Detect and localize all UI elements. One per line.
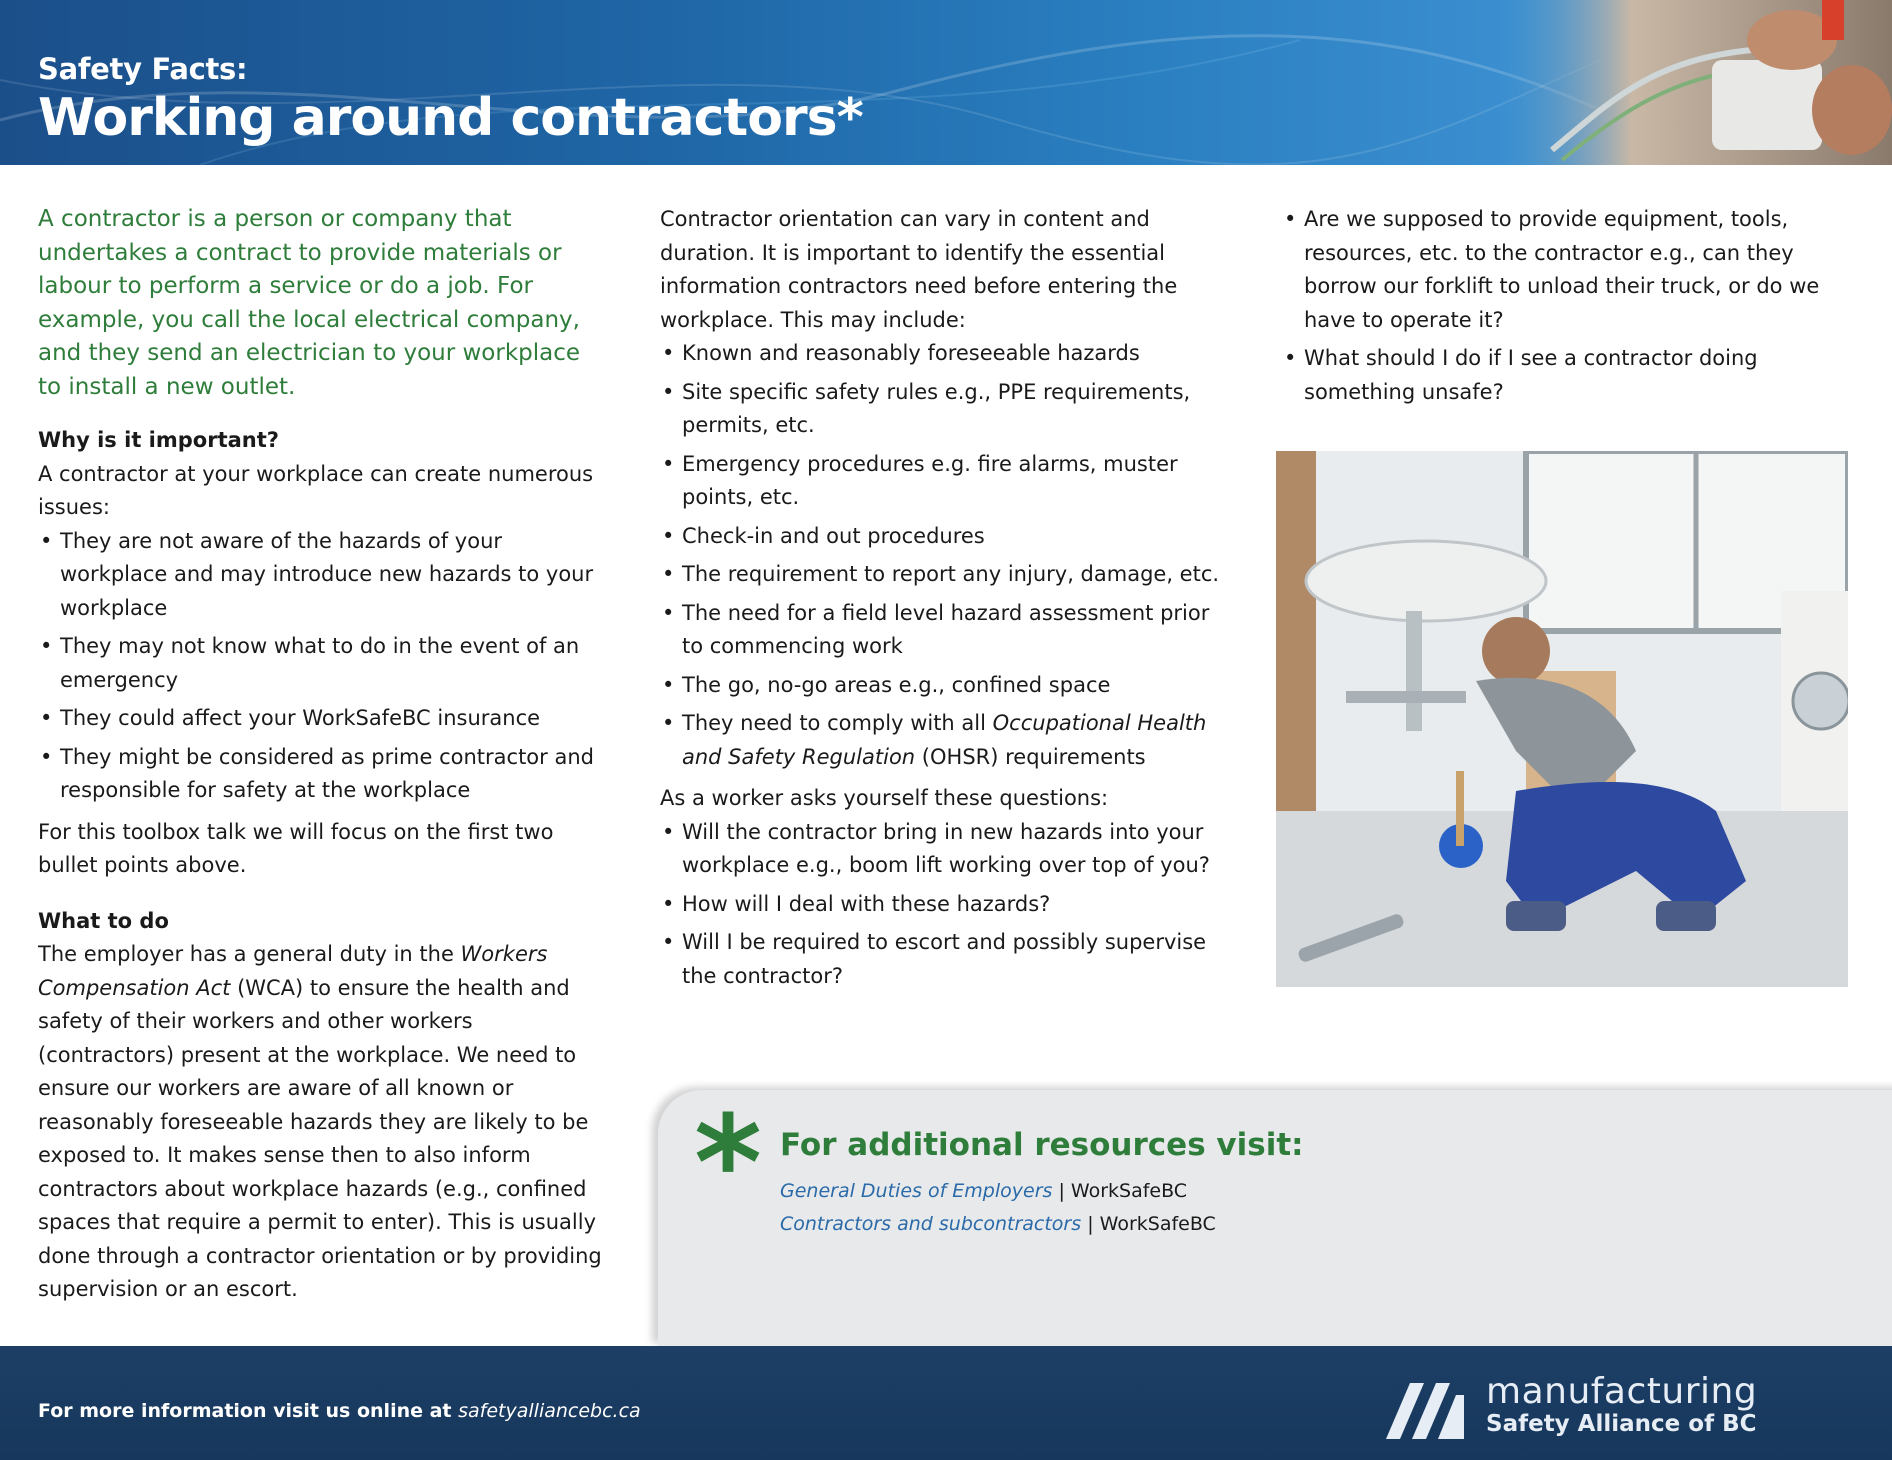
list-item: • Will the contractor bring in new hazards into your workplace e.g., boom lift working over top of you? xyxy=(660,816,1230,883)
orientation-list xyxy=(660,337,1230,774)
asterisk-icon: * xyxy=(694,1087,762,1239)
ohsr-title: Occupational Health and Safety Regulation xyxy=(682,711,1207,769)
link-contractors[interactable]: Contractors and subcontractors xyxy=(780,1213,1082,1235)
list-item: • They need to comply with all Occupational Health and Safety Regulation (OHSR) requirements xyxy=(660,707,1230,774)
list-item: • They could affect your WorkSafeBC insurance xyxy=(38,702,608,736)
focus-note: For this toolbox talk we will focus on the first two bullet points above. xyxy=(38,819,554,877)
resources-panel xyxy=(658,1087,1892,1346)
list-item: • Site specific safety rules e.g., PPE requirements, permits, etc. xyxy=(660,376,1230,443)
logo-m-icon xyxy=(1386,1381,1470,1441)
why-list xyxy=(38,525,608,808)
list-item: • What should I do if I see a contractor doing something unsafe? xyxy=(1282,342,1842,409)
resource-link-row: Contractors and subcontractors | WorkSafeBC xyxy=(780,1213,1216,1235)
questions-list xyxy=(660,816,1230,994)
list-item: • The go, no-go areas e.g., confined space xyxy=(660,669,1230,703)
wca-title: Workers Compensation Act xyxy=(38,942,548,1000)
orientation-lead: Contractor orientation can vary in content and duration. It is important to identify the essential information contractors need before entering the workplace. This may include: xyxy=(660,207,1178,332)
header-banner xyxy=(0,0,1892,165)
list-item: • Will I be required to escort and possibly supervise the contractor? xyxy=(660,926,1230,993)
column-middle xyxy=(660,203,1230,1001)
resources-title: For additional resources visit: xyxy=(780,1127,1304,1163)
list-item: • The requirement to report any injury, damage, etc. xyxy=(660,558,1230,592)
resource-link-row: General Duties of Employers | WorkSafeBC xyxy=(780,1180,1188,1202)
header-kicker: Safety Facts: xyxy=(38,52,248,86)
list-item: • They are not aware of the hazards of your workplace and may introduce new hazards to your workplace xyxy=(38,525,608,626)
resources-links xyxy=(780,1175,1216,1241)
list-item: • They might be considered as prime contractor and responsible for safety at the workplace xyxy=(38,741,608,808)
logo-line1: manufacturing xyxy=(1486,1371,1758,1412)
column-left xyxy=(38,203,608,1307)
electrician-photo xyxy=(1492,0,1892,165)
msabc-logo xyxy=(1386,1371,1766,1441)
link-source: WorkSafeBC xyxy=(1099,1213,1216,1235)
website-link[interactable]: safetyalliancebc.ca xyxy=(458,1400,641,1422)
list-item: • Known and reasonably foreseeable hazards xyxy=(660,337,1230,371)
footer-info: For more information visit us online at safetyalliancebc.ca xyxy=(38,1400,641,1422)
list-item: • How will I deal with these hazards? xyxy=(660,888,1230,922)
link-general-duties[interactable]: General Duties of Employers xyxy=(780,1180,1053,1202)
what-paragraph: The employer has a general duty in the Workers Compensation Act (WCA) to ensure the health and safety of their workers and other workers (contractors) present at the workplace. We need to ensure our workers are aware of all known or reasonably foreseeable hazards they are likely to be exposed to. It makes sense then to also inform contractors about workplace hazards (e.g., confined spaces that require a permit to enter). This is usually done through a contractor orientation or by providing supervision or an escort. xyxy=(38,942,602,1301)
plumber-photo xyxy=(1276,451,1848,987)
logo-line2: Safety Alliance of BC xyxy=(1486,1411,1757,1437)
what-heading: What to do xyxy=(38,908,169,933)
why-heading: Why is it important? xyxy=(38,428,279,452)
link-source: WorkSafeBC xyxy=(1070,1180,1188,1202)
list-item: • Are we supposed to provide equipment, tools, resources, etc. to the contractor e.g., can they borrow our forklift to unload their truck, or do we have to operate it? xyxy=(1282,203,1842,337)
intro-paragraph: A contractor is a person or company that undertakes a contract to provide materials or labour to perform a service or do a job. For example, you call the local electrical company, and they send an electrician to your workplace to install a new outlet. xyxy=(38,206,581,400)
list-item: • The need for a field level hazard assessment prior to commencing work xyxy=(660,597,1230,664)
list-item: • They may not know what to do in the event of an emergency xyxy=(38,630,608,697)
list-item: • Emergency procedures e.g. fire alarms, muster points, etc. xyxy=(660,448,1230,515)
why-lead: A contractor at your workplace can create numerous issues: xyxy=(38,461,594,519)
page-title: Working around contractors* xyxy=(38,88,863,148)
questions-list-continued xyxy=(1282,203,1842,409)
list-item: • Check-in and out procedures xyxy=(660,520,1230,554)
footer-bar xyxy=(0,1346,1892,1460)
questions-lead: As a worker asks yourself these questions: xyxy=(660,786,1109,810)
column-right xyxy=(1282,203,1842,417)
